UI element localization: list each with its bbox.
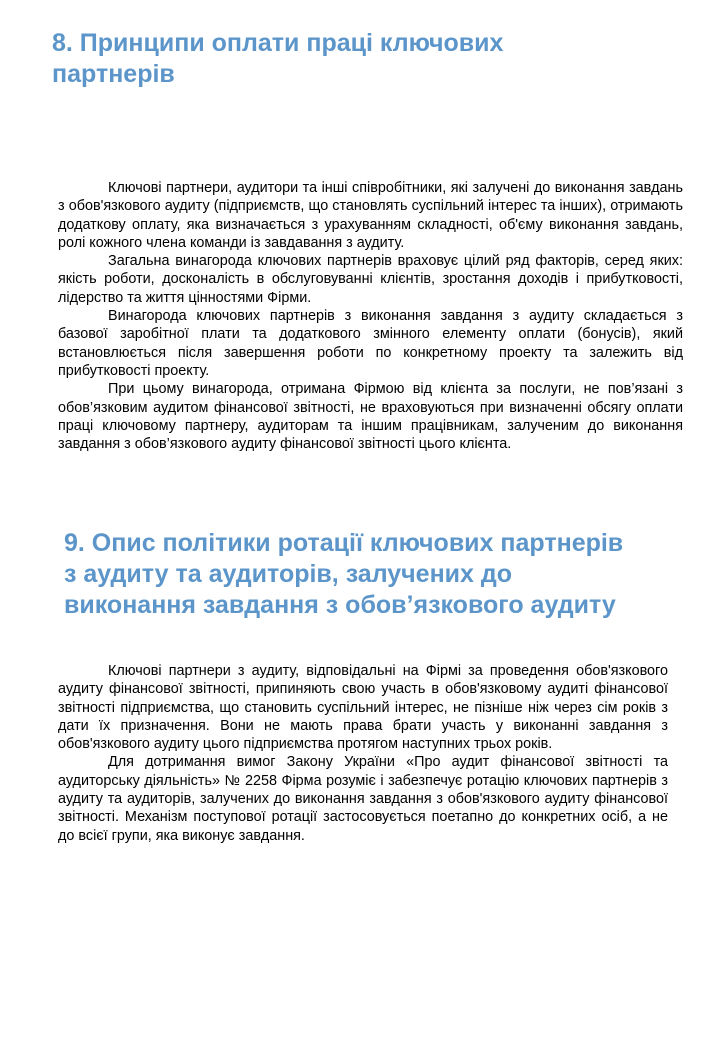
section-9-heading: [64, 528, 684, 621]
section-9-paragraph-1: Ключові партнери з аудиту, відповідальні на Фірмі за проведення обов'язкового аудиту фінансової звітності, припиняють свою участь в обов'язковому аудиті фінансової звітності підприємства, що становить суспільний інтерес, не пізніше ніж через сім років з дати їх призначення. Вони не мають права брати участь у виконанні завдання з обов'язкового аудиту цього підприємства протягом наступних трьох років.: [58, 663, 668, 753]
section-9-heading-line-1: 9. Опис політики ротації ключових партнерів: [64, 529, 624, 557]
section-9-paragraph-2: Для дотримання вимог Закону України «Про аудит фінансової звітності та аудиторську діяльність» № 2258 Фірма розуміє і забезпечує ротацію ключових партнерів з аудиту та аудиторів, залучених до виконання завдання з обов'язкового аудиту фінансової звітності. Механізм поступової ротації застосовується поетапно до конкретних осіб, а не до всієї групи, яка виконує завдання.: [58, 754, 668, 844]
section-8-heading-line-2: партнерів: [52, 60, 175, 88]
section-8-paragraph-4: При цьому винагорода, отримана Фірмою від клієнта за послуги, не пов’язані з обов’язковим аудитом фінансової звітності, не враховуються при визначенні обсягу оплати праці ключовому партнеру, аудиторам та іншим працівникам, залученим до виконання завдання з обов’язкового аудиту фінансової звітності цього клієнта.: [58, 381, 683, 453]
section-8-heading-line-1: 8. Принципи оплати праці ключових: [52, 29, 504, 57]
section-8-heading: [52, 28, 672, 90]
section-9-heading-line-2: з аудиту та аудиторів, залучених до: [64, 560, 513, 588]
section-9-heading-line-3: виконання завдання з обов’язкового аудиту: [64, 591, 616, 619]
section-8-paragraph-1: Ключові партнери, аудитори та інші співробітники, які залучені до виконання завдань з обов'язкового аудиту (підприємств, що становлять суспільний інтерес та інших), отримають додаткову оплату, яка визначається з урахуванням складності, об'єму виконання завдань, ролі кожного члена команди із завдавання з аудиту.: [58, 180, 683, 251]
section-8-paragraph-2: Загальна винагорода ключових партнерів враховує цілий ряд факторів, серед яких: якість роботи, досконалість в обслуговуванні клієнтів, зростання доходів і прибутковості, лідерство та життя цінностями Фірми.: [58, 253, 683, 306]
section-8-paragraph-3: Винагорода ключових партнерів з виконання завдання з аудиту складається з базової заробітної плати та додаткового змінного елементу оплати (бонусів), який встановлюється після завершення роботи по конкретному проекту та залежить від прибутковості проекту.: [58, 308, 683, 379]
section-9-body: [58, 662, 668, 845]
section-8-body: [58, 179, 683, 453]
